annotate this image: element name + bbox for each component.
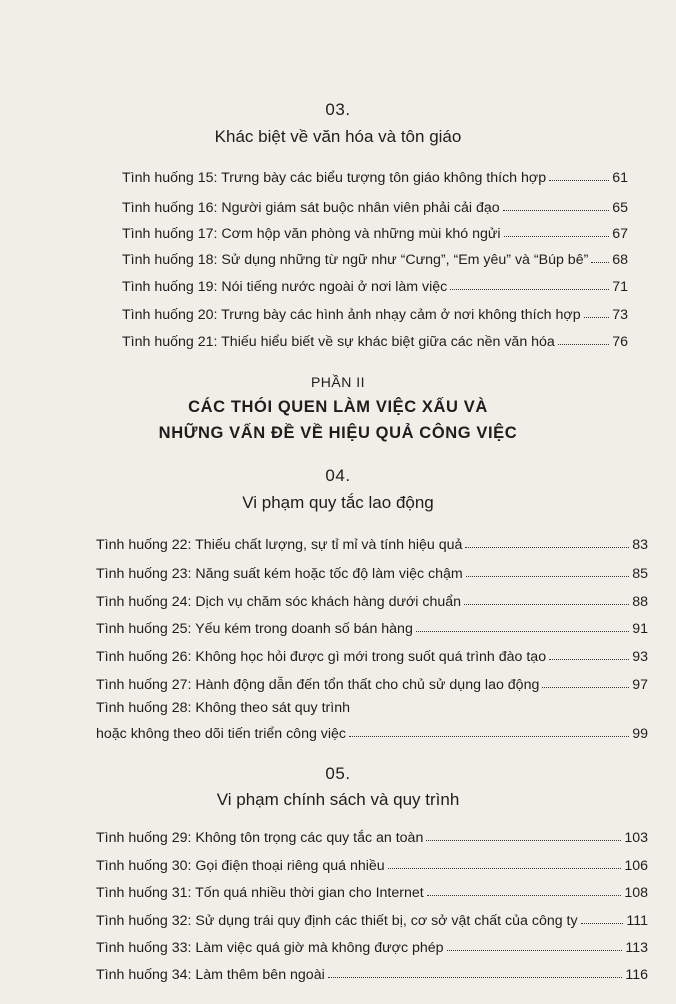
dot-leader: [549, 180, 609, 181]
toc-entry-text: Tình huống 17: Cơm hộp văn phòng và những mùi khó ngửi: [122, 226, 501, 242]
section-03-title: Khác biệt về văn hóa và tôn giáo: [214, 127, 462, 146]
toc-entry-text: Tình huống 27: Hành động dẫn đến tổn thất cho chủ sử dụng lao động: [96, 677, 540, 693]
toc-entry-text: Tình huống 20: Trưng bày các hình ảnh nhạy cảm ở nơi không thích hợp: [122, 307, 581, 323]
dot-leader: [416, 631, 629, 632]
toc-entry-23: [96, 562, 648, 582]
dot-leader: [349, 736, 629, 737]
dot-leader: [542, 687, 629, 688]
dot-leader: [465, 547, 629, 548]
toc-entry-34: [96, 963, 648, 983]
toc-entry-page: 103: [624, 830, 648, 846]
toc-entry-page: 97: [632, 677, 648, 693]
part-2-label: PHẦN II: [310, 374, 366, 390]
dot-leader: [427, 895, 622, 896]
toc-entry-text: Tình huống 23: Năng suất kém hoặc tốc độ làm việc chậm: [96, 566, 463, 582]
toc-entry-text: Tình huống 24: Dịch vụ chăm sóc khách hàng dưới chuẩn: [96, 594, 462, 610]
toc-entry-page: 65: [612, 200, 628, 216]
toc-entry-19: [122, 275, 628, 295]
toc-entry-page: 106: [624, 858, 648, 874]
toc-entry-text: Tình huống 32: Sử dụng trái quy định các thiết bị, cơ sở vật chất của công ty: [96, 913, 578, 929]
toc-entry-17: [122, 222, 628, 242]
toc-entry-page: 71: [612, 279, 628, 295]
toc-entry-text: Tình huống 33: Làm việc quá giờ mà không được phép: [96, 940, 444, 956]
toc-entry-20: [122, 303, 628, 323]
dot-leader: [504, 236, 610, 237]
dot-leader: [450, 289, 609, 290]
toc-entry-text: hoặc không theo dõi tiến triển công việc: [96, 726, 347, 742]
toc-entry-page: 61: [612, 170, 628, 186]
toc-entry-page: 85: [632, 566, 648, 582]
section-03-number: 03.: [325, 100, 351, 119]
toc-entry-page: 113: [625, 940, 648, 956]
dot-leader: [549, 659, 629, 660]
toc-entry-page: 88: [632, 594, 648, 610]
section-04-number: 04.: [325, 466, 351, 485]
toc-entry-25: [96, 617, 648, 637]
dot-leader: [466, 576, 630, 577]
toc-entry-page: 68: [612, 252, 628, 268]
toc-entry-text: Tình huống 30: Gọi điện thoại riêng quá nhiều: [96, 858, 385, 874]
toc-entry-page: 116: [625, 967, 648, 983]
dot-leader: [464, 604, 629, 605]
toc-entry-text: Tình huống 26: Không học hỏi được gì mới trong suốt quá trình đào tạo: [96, 649, 547, 665]
toc-entry-26: [96, 645, 648, 665]
toc-entry-text: Tình huống 15: Trưng bày các biểu tượng tôn giáo không thích hợp: [122, 170, 547, 186]
toc-entry-28: [96, 722, 648, 742]
toc-entry-text: Tình huống 21: Thiếu hiểu biết về sự khác biệt giữa các nền văn hóa: [122, 334, 555, 350]
toc-entry-15: [122, 166, 628, 186]
toc-entry-text: Tình huống 31: Tốn quá nhiều thời gian cho Internet: [96, 885, 424, 901]
toc-entry-text: Tình huống 16: Người giám sát buộc nhân viên phải cải đạo: [122, 200, 500, 216]
part-2-title-line-2: NHỮNG VẤN ĐỀ VỀ HIỆU QUẢ CÔNG VIỆC: [158, 424, 518, 442]
toc-entry-30: [96, 854, 648, 874]
toc-entry-page: 108: [624, 885, 648, 901]
toc-entry-page: 99: [632, 726, 648, 742]
toc-entry-21: [122, 330, 628, 350]
dot-leader: [388, 868, 622, 869]
toc-entry-page: 111: [626, 913, 648, 929]
toc-entry-page: 83: [632, 537, 648, 553]
part-2-title-line-1: CÁC THÓI QUEN LÀM VIỆC XẤU VÀ: [188, 398, 488, 416]
toc-entry-page: 93: [632, 649, 648, 665]
toc-entry-31: [96, 881, 648, 901]
toc-entry-24: [96, 590, 648, 610]
toc-entry-text: Tình huống 25: Yếu kém trong doanh số bán hàng: [96, 621, 413, 637]
toc-entry-text: Tình huống 18: Sử dụng những từ ngữ như “Cưng”, “Em yêu” và “Búp bê”: [122, 252, 589, 268]
toc-entry-29: [96, 826, 648, 846]
dot-leader: [591, 262, 609, 263]
section-05-number: 05.: [325, 764, 351, 783]
toc-entry-text: Tình huống 29: Không tôn trọng các quy tắc an toàn: [96, 830, 424, 846]
dot-leader: [503, 210, 610, 211]
toc-entry-16: [122, 196, 628, 216]
section-04-title: Vi phạm quy tắc lao động: [242, 493, 434, 512]
dot-leader: [447, 950, 623, 951]
toc-entry-page: 91: [632, 621, 648, 637]
toc-entry-22: [96, 533, 648, 553]
dot-leader: [426, 840, 621, 841]
toc-entry-page: 67: [612, 226, 628, 242]
section-05-title: Vi phạm chính sách và quy trình: [216, 790, 460, 809]
toc-entry-page: 76: [612, 334, 628, 350]
toc-entry-27: [96, 673, 648, 693]
dot-leader: [328, 977, 623, 978]
toc-entry-text: Tình huống 34: Làm thêm bên ngoài: [96, 967, 325, 983]
toc-entry-18: [122, 248, 628, 268]
dot-leader: [584, 317, 610, 318]
toc-entry-28-line-1: Tình huống 28: Không theo sát quy trình: [96, 700, 350, 716]
toc-entry-32: [96, 909, 648, 929]
dot-leader: [581, 923, 624, 924]
toc-entry-text: Tình huống 19: Nói tiếng nước ngoài ở nơi làm việc: [122, 279, 448, 295]
toc-entry-33: [96, 936, 648, 956]
dot-leader: [558, 344, 609, 345]
toc-entry-text: Tình huống 22: Thiếu chất lượng, sự tỉ mỉ và tính hiệu quả: [96, 537, 463, 553]
toc-entry-page: 73: [612, 307, 628, 323]
